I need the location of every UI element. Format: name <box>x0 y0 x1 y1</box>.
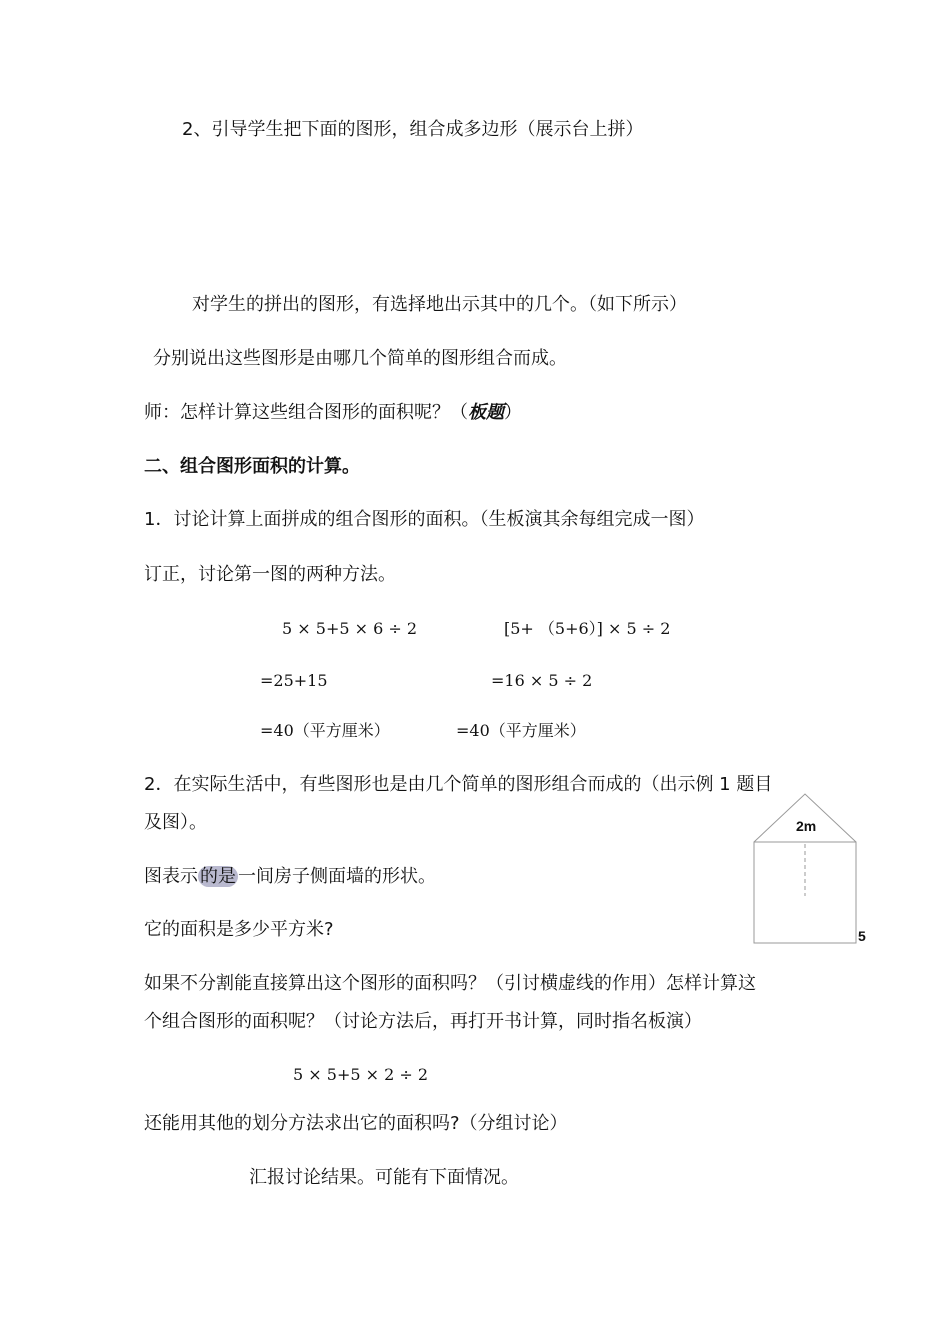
paragraph-house-wall <box>144 865 436 889</box>
paragraph-other-methods: 还能用其他的划分方法求出它的面积吗?（分组讨论） <box>144 1113 568 1134</box>
teacher-question-close: ） <box>504 402 522 423</box>
paragraph-discuss-calculation: 1．讨论计算上面拼成的组合图形的面积。（生板演其余每组完成一图） <box>144 509 705 530</box>
house-wall-figure <box>752 792 872 952</box>
board-title-emphasis: 板题 <box>468 402 504 423</box>
paragraph-teacher-question <box>144 401 522 425</box>
highlighted-text: 的是 <box>200 866 236 887</box>
section-heading-2: 二、组合图形面积的计算。 <box>144 456 360 477</box>
paragraph-area-question: 它的面积是多少平方米? <box>144 919 334 940</box>
label-wall-side: 5 <box>858 928 866 944</box>
house-wall-text-start: 图表示 <box>144 866 198 887</box>
paragraph-direct-calc-2: 个组合图形的面积呢？（讨论方法后，再打开书计算，同时指名板演） <box>144 1011 702 1032</box>
paragraph-real-life-2: 及图）。 <box>144 812 207 833</box>
teacher-question-text: 师：怎样计算这些组合图形的面积呢？（ <box>144 402 468 423</box>
math-method-2-line-1: [5+ （5+6）] × 5 ÷ 2 <box>504 619 671 638</box>
math-method-2-result: =40（平方厘米） <box>456 721 586 740</box>
math-method-2-line-2: =16 × 5 ÷ 2 <box>491 671 593 690</box>
math-house-area: 5 × 5+5 × 2 ÷ 2 <box>293 1065 429 1084</box>
house-wall-square <box>754 842 856 943</box>
paragraph-report-results: 汇报讨论结果。可能有下面情况。 <box>249 1167 519 1188</box>
paragraph-describe-composition: 分别说出这些图形是由哪几个简单的图形组合而成。 <box>153 348 567 369</box>
paragraph-real-life-1: 2．在实际生活中，有些图形也是由几个简单的图形组合而成的（出示例 1 题目 <box>144 774 773 795</box>
label-roof-height: 2m <box>796 818 817 834</box>
paragraph-show-figures: 对学生的拼出的图形，有选择地出示其中的几个。（如下所示） <box>192 294 687 315</box>
house-wall-text-end: 一间房子侧面墙的形状。 <box>238 866 436 887</box>
step-2-instruction: 2、引导学生把下面的图形，组合成多边形（展示台上拼） <box>182 119 644 140</box>
math-method-1-result: =40（平方厘米） <box>260 721 390 740</box>
math-method-1-line-2: =25+15 <box>260 671 328 690</box>
paragraph-direct-calc-1: 如果不分割能直接算出这个图形的面积吗？（引讨横虚线的作用）怎样计算这 <box>144 973 756 994</box>
paragraph-correction: 订正，讨论第一图的两种方法。 <box>144 564 396 585</box>
math-method-1-line-1: 5 × 5+5 × 6 ÷ 2 <box>282 619 418 638</box>
